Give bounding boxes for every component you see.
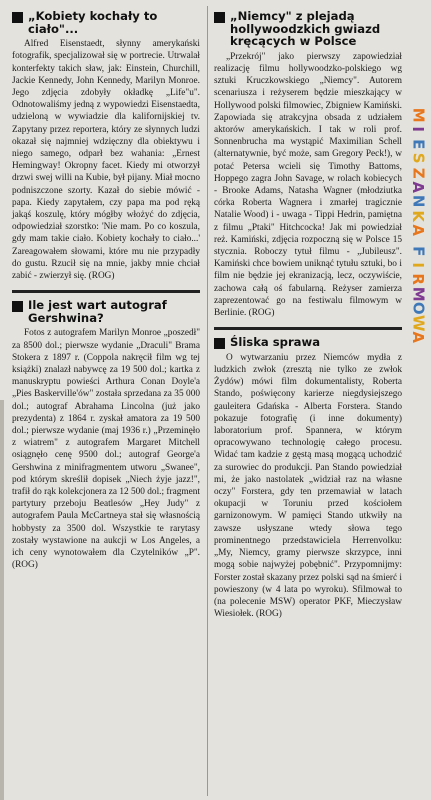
headline-square-bullet [12,12,23,23]
article-niemcy [214,10,402,319]
article-kobiety [12,10,200,282]
sidebar-letter: F [409,245,428,256]
article-gershwin-body [12,327,200,571]
sidebar-letter: O [409,302,428,315]
section-label-mieszanka-firmowa [408,108,428,345]
column-divider [207,6,208,796]
left-column [12,0,200,572]
section-rule [214,327,402,330]
article-kobiety-body [12,38,200,282]
sidebar-letter: R [409,273,428,286]
sidebar-letter: A [409,331,428,344]
sidebar-letter: E [409,138,428,150]
sidebar-letter [415,238,421,243]
section-rule [12,290,200,293]
article-paragraph: Fotos z autografem Marilyn Monroe „poszedł" za 8500 dol.; pierwsze wydanie „Draculi" Brama Stokera z 1897 r. (Coppola nakręcił film wg tej książki) znalazł nabywcę za 19 500 dol.; kartka z manuskryptu powieści Arthura Conan Doyle'a „Pies Baskerville'ów" została sprzedana za 35 000 dol.; autograf Abrahama Lincolna (już jako prezydenta) z 1864 r. zyskał amatora za 19 500 dol.; pierwsze wydanie (maj 1936 r.) „Przeminęło z wiatrem" z autografem Margaret Mitchell osiągnęło cenę 9500 dol.; autograf George'a Gershwina z minifragmentem utworu „Swanee", pod którym skreślił dopisek „Niech żyje jazz!", trafił do rąk kolekcjonera za 12 500 dol.; fragment partytury przeboju Beatlesów „Hey Judy" z autografem Paula McCartneya stał się własnością hobbysty za 3500 dol. Wszystkie te rarytasy zostały wystawione na aukcji w Los Angeles, a ich ceny wynotowałem dla Czytelników „P". (ROG) [12,328,200,571]
article-sliska [214,336,402,620]
article-paragraph: O wytwarzaniu przez Niemców mydła z ludzkich zwłok (zresztą nie tylko ze zwłok Żydów) mówi film dokumentalisty, Roberta Stando, poświęcony karierze niegdysiejszego gauleitera Gdańska - Alberta Forstera. Stando pokazuje fotografię (i inne dokumenty) laboratorium prof. Spannera, w którym opracowywano technologię całego procesu. Widać tam kadzie z gęstą masą mogącą uchodzić za surowiec do produkcji. Pan Stando powiedział mi, że jako nastolatek „widział raz na własne oczy" Forstera, gdy ten przemawiał w latach okupacji w Toruniu przed kościołem garnizonowym. W pamięci Stando utkwiły na zawsze usłyszane wtedy słowa tego prominentnego przedstawiciela Herrenvolku: „My, Niemcy, gramy pierwsze skrzypce, inni mogą sobie najwyżej pobębnić". Przypomnijmy: Forster został skazany przez polski sąd na śmierć i powieszony (w 4 lata po wyroku). Sfilmował to (na polecenie MSW) operator PKF, Mieczysław Wiesiołek. (ROG) [214,352,402,620]
article-paragraph: „Przekrój" jako pierwszy zapowiedział realizację filmu hollywoodzko-polskiego wg sztuki Kruczkowskiego „Niemcy". Autorem scenariusza i reżyserem będzie mieszkający w Hollywood polski filmowiec, Zbigniew Kamiński. Zapowiada się atrakcyjna obsada z udziałem aktorów amerykańskich. I tak w roli prof. Sonnenbrucha ma wystąpić Maximilian Schell (alternatywnie, być może, sam Gregory Peck!), w potać Petersa wcieli się Timothy Battoms, Hoppego zagra John Savage, w rolach kobiecych - Brooke Adams, Natasha Wagner (młodziutka córka Roberta Wagnera i zmarłej tragicznie Natalie Wood) i - uwaga - Tippi Hedrin, pamiętna z filmu „Ptaki" Hitchcocka! Jak mi powiedział reż. Kamiński, zdjęcia rozpoczną się w Polsce 15 stycznia. Roboczy tytuł filmu - „Jubileusz". Kamiński chce bowiem uniknąć tytułu sztuki, bo i film nie będzie jej ekranizacją, lecz, oczywiście, zachowa całą oś fabularną. Reżyser zamierza zaprezentować go na festiwalu filmowym w Berlinie. (ROG) [214,51,402,319]
sidebar-letter: A [409,181,428,194]
headline-square-bullet [214,12,225,23]
right-column [214,0,402,620]
sidebar-letter: M [409,107,428,123]
sidebar-letter: Z [409,167,428,179]
article-sliska-body [214,352,402,620]
article-gershwin [12,299,200,571]
sidebar-letter: W [409,314,428,332]
article-paragraph: Alfred Eisenstaedt, słynny amerykański fotografik, specjalizował się w portrecie. Utrwalał konterfekty takich sław, jak: Einstein, Churchill, Jackie Kennedy, John Kennedy, Marilyn Monroe. Jego zdjęcia zdobyły okładkę „Life"u". Odnotowaliśmy jedną z wypowiedzi Eisenstaedta, udzieloną w wywiadzie dla kalifornijskiej tv. Zapytany przez reportera, który ze słynnych ludzi okazał się najmniej wdzięczny dla obiektywu i niego samego, odparł bez wahania: „Ernest Hemingway! Okropny facet. Kiedy mi otworzył drzwi swej willi na Kubie, był pijany. Miał mocno podniszczone szorty. Kazał do siebie mówić - papa. Kiedy zapytałem, czy papa ma pod ręką jakąś koszulę, który mógłby włożyć do zdjęcia, odpowiedział szorstko: 'Nie mam. Po co koszula, gdy mam takie ciało. Kobiety kochały to ciało...' Zareagowałem słowami, które mu nie przypadły do gustu. Rzucił się na mnie, jakby mnie chciał zabić - zwierzył się. (ROG) [12,39,200,282]
left-page-edge [0,400,4,800]
article-gershwin-title: Ile jest wart autograf Gershwina? [12,299,200,324]
headline-square-bullet [12,301,23,312]
article-sliska-title: Śliska sprawa [214,336,402,349]
sidebar-letter: K [409,210,428,222]
sidebar-letter: M [409,286,428,302]
sidebar-letter: N [409,195,428,208]
headline-square-bullet [214,338,225,349]
sidebar-letter: S [409,153,428,164]
article-kobiety-title: „Kobiety kochały to ciało"... [12,10,200,35]
sidebar-letter: A [409,224,428,237]
sidebar-letter: I [409,126,428,133]
article-niemcy-body [214,51,402,319]
article-niemcy-title: „Niemcy" z plejadą hollywoodzkich gwiazd kręcących w Polsce [214,10,402,48]
sidebar-letter: I [409,262,428,269]
